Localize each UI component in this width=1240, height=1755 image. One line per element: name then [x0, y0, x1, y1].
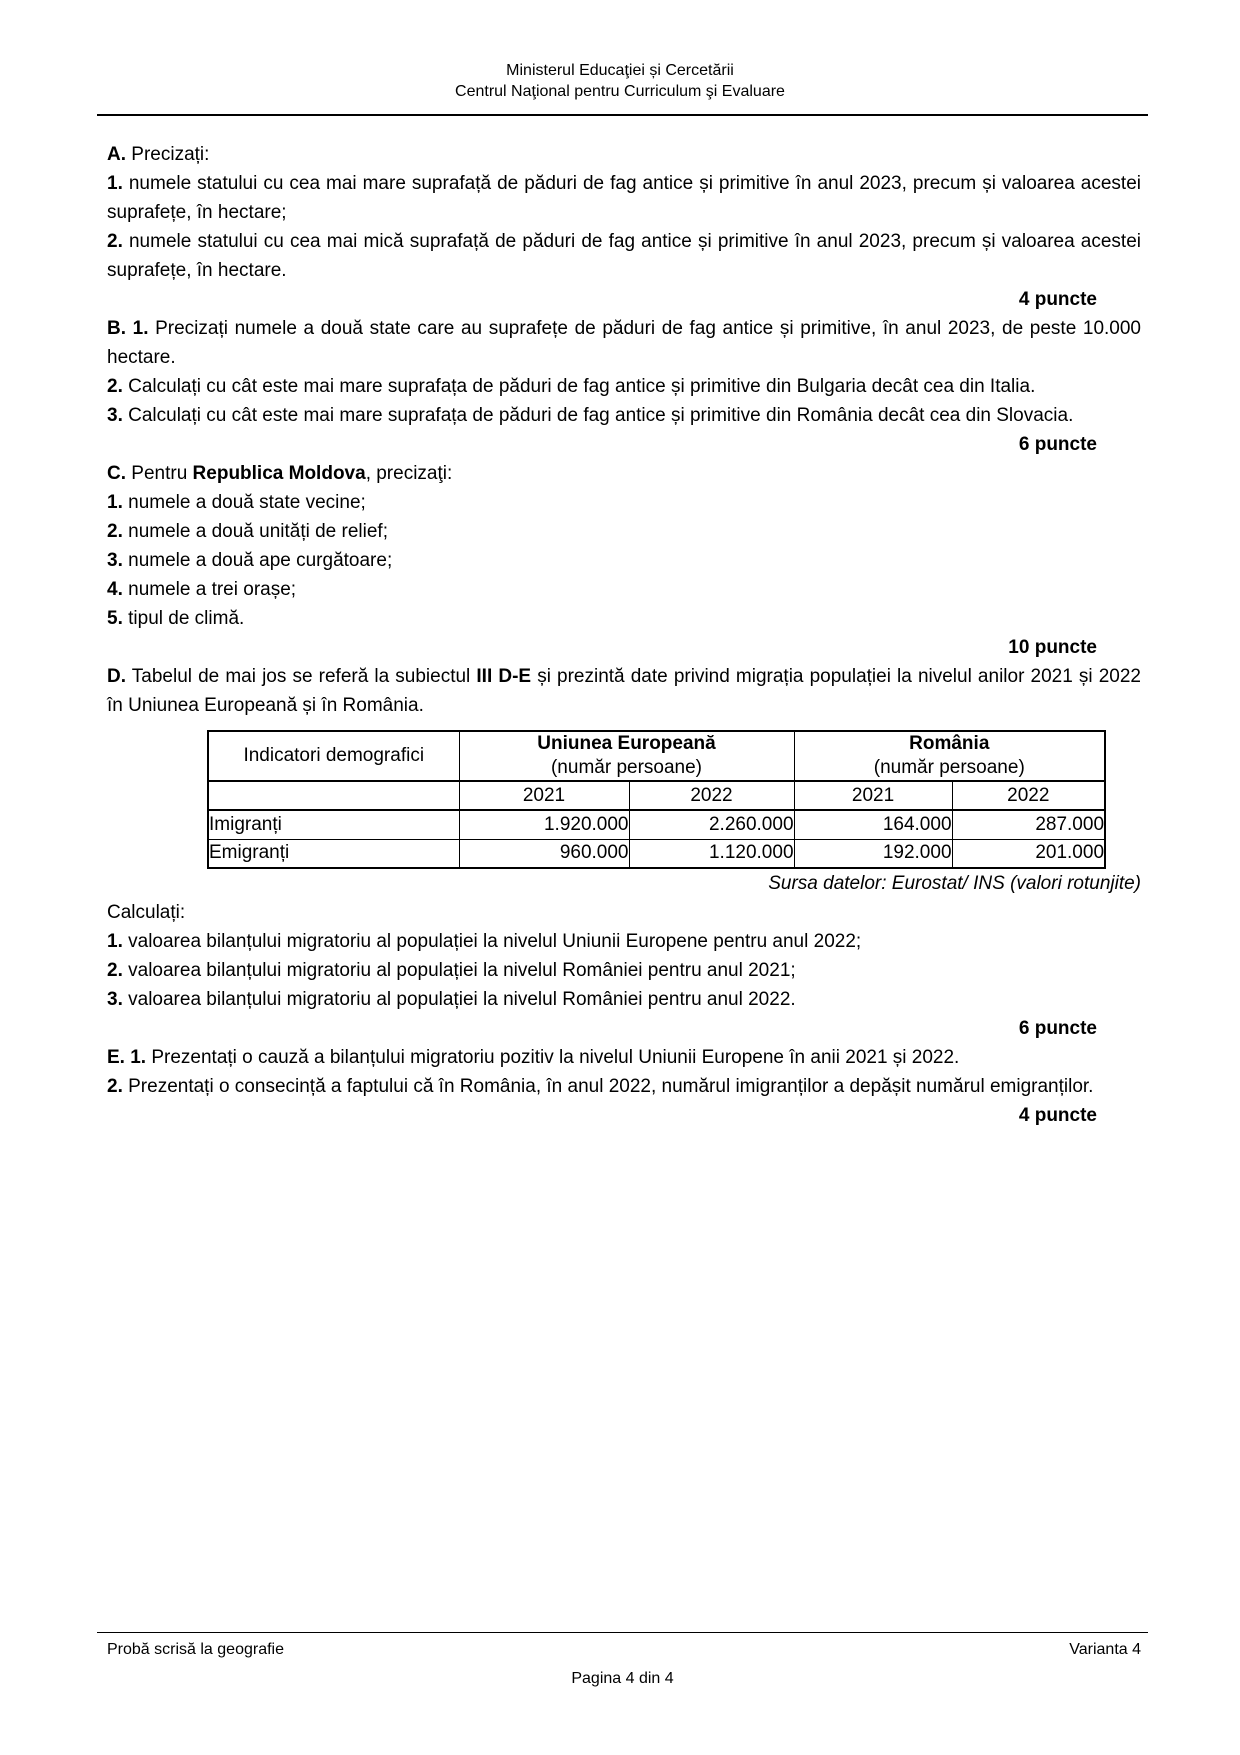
group-header-romania: [794, 731, 1105, 781]
group-header-eu: [459, 731, 794, 781]
year-header-eu-2021: 2021: [459, 781, 629, 810]
item-a-2: 2. numele statului cu cea mai mică suprafață de păduri de fag antice și primitive în anul 2023, precum și valoarea acestei suprafețe, în hectare.: [107, 231, 1141, 281]
group-header-romania-subtitle: (număr persoane): [873, 757, 1025, 778]
item-b-1: B. 1. Precizați numele a două state care au suprafețe de păduri de fag antice și primitive, în anul 2023, de peste 10.000 hectare.: [107, 318, 1141, 368]
item-c-4: 4. numele a trei orașe;: [107, 579, 297, 600]
item-e-1: E. 1. Prezentați o cauză a bilanțului migratoriu pozitiv la nivelul Uniunii Europene în anii 2021 și 2022.: [107, 1047, 960, 1068]
points-d: 6 puncte: [1018, 1018, 1097, 1039]
section-a-intro: A. Precizați:: [107, 144, 210, 165]
item-c-5: 5. tipul de climă.: [107, 608, 245, 629]
cell-emigranti-ro-2022: 201.000: [952, 839, 1105, 868]
points-b: 6 puncte: [1018, 434, 1097, 455]
table-empty-cell: [208, 781, 459, 810]
exam-content: [107, 140, 1141, 1130]
item-b-3: 3. Calculați cu cât este mai mare suprafața de păduri de fag antice și primitive din România decât cea din Slovacia.: [107, 405, 1074, 426]
cell-imigranti-ro-2022: 287.000: [952, 810, 1105, 839]
item-c-1: 1. numele a două state vecine;: [107, 492, 366, 513]
item-d-2: 2. valoarea bilanțului migratoriu al populației la nivelul României pentru anul 2021;: [107, 960, 796, 981]
table-corner-header: Indicatori demografici: [208, 731, 459, 781]
ministry-name: Ministerul Educaţiei și Cercetării: [506, 62, 734, 79]
table-row-imigranti: [208, 810, 1105, 839]
section-c-intro: C. Pentru Republica Moldova, precizaţi:: [107, 463, 453, 484]
ministry-header: [0, 60, 1240, 102]
item-c-2: 2. numele a două unități de relief;: [107, 521, 388, 542]
section-d-intro: D. Tabelul de mai jos se referă la subiectul III D-E și prezintă date privind migrația populației la nivelul anilor 2021 și 2022 în Uniunea Europeană și în România.: [107, 666, 1141, 716]
page-footer: [97, 1632, 1148, 1689]
cell-emigranti-eu-2022: 1.120.000: [629, 839, 794, 868]
points-c: 10 puncte: [1008, 637, 1097, 658]
migration-table: [207, 730, 1106, 869]
points-e: 4 puncte: [1018, 1105, 1097, 1126]
footer-right: Varianta 4: [1069, 1641, 1141, 1658]
year-header-ro-2022: 2022: [952, 781, 1105, 810]
header-divider: [97, 114, 1148, 116]
cell-imigranti-eu-2021: 1.920.000: [459, 810, 629, 839]
cell-imigranti-ro-2021: 164.000: [794, 810, 952, 839]
group-header-romania-title: România: [909, 733, 990, 754]
table-source: Sursa datelor: Eurostat/ INS (valori rotunjite): [768, 873, 1141, 894]
item-c-3: 3. numele a două ape curgătoare;: [107, 550, 393, 571]
item-d-1: 1. valoarea bilanțului migratoriu al populației la nivelul Uniunii Europene pentru anul 2022;: [107, 931, 862, 952]
footer-left: Probă scrisă la geografie: [107, 1641, 284, 1658]
item-b-2: 2. Calculați cu cât este mai mare suprafața de păduri de fag antice și primitive din Bulgaria decât cea din Italia.: [107, 376, 1036, 397]
footer-page-number: Pagina 4 din 4: [571, 1670, 674, 1687]
year-header-ro-2021: 2021: [794, 781, 952, 810]
item-a-1: 1. numele statului cu cea mai mare suprafață de păduri de fag antice și primitive în anul 2023, precum și valoarea acestei suprafețe, în hectare;: [107, 173, 1141, 223]
item-d-3: 3. valoarea bilanțului migratoriu al populației la nivelul României pentru anul 2022.: [107, 989, 796, 1010]
section-d-calc-intro: Calculați:: [107, 902, 186, 923]
cell-emigranti-eu-2021: 960.000: [459, 839, 629, 868]
row-label-emigranti: Emigranți: [208, 839, 459, 868]
center-name: Centrul Naţional pentru Curriculum şi Evaluare: [455, 83, 785, 100]
cell-emigranti-ro-2021: 192.000: [794, 839, 952, 868]
item-e-2: 2. Prezentați o consecință a faptului că în România, în anul 2022, numărul imigranților a depășit numărul emigranților.: [107, 1076, 1094, 1097]
group-header-eu-title: Uniunea Europeană: [537, 733, 716, 754]
table-row-emigranti: [208, 839, 1105, 868]
points-a: 4 puncte: [1018, 289, 1097, 310]
row-label-imigranti: Imigranți: [208, 810, 459, 839]
year-header-eu-2022: 2022: [629, 781, 794, 810]
group-header-eu-subtitle: (număr persoane): [550, 757, 703, 778]
cell-imigranti-eu-2022: 2.260.000: [629, 810, 794, 839]
